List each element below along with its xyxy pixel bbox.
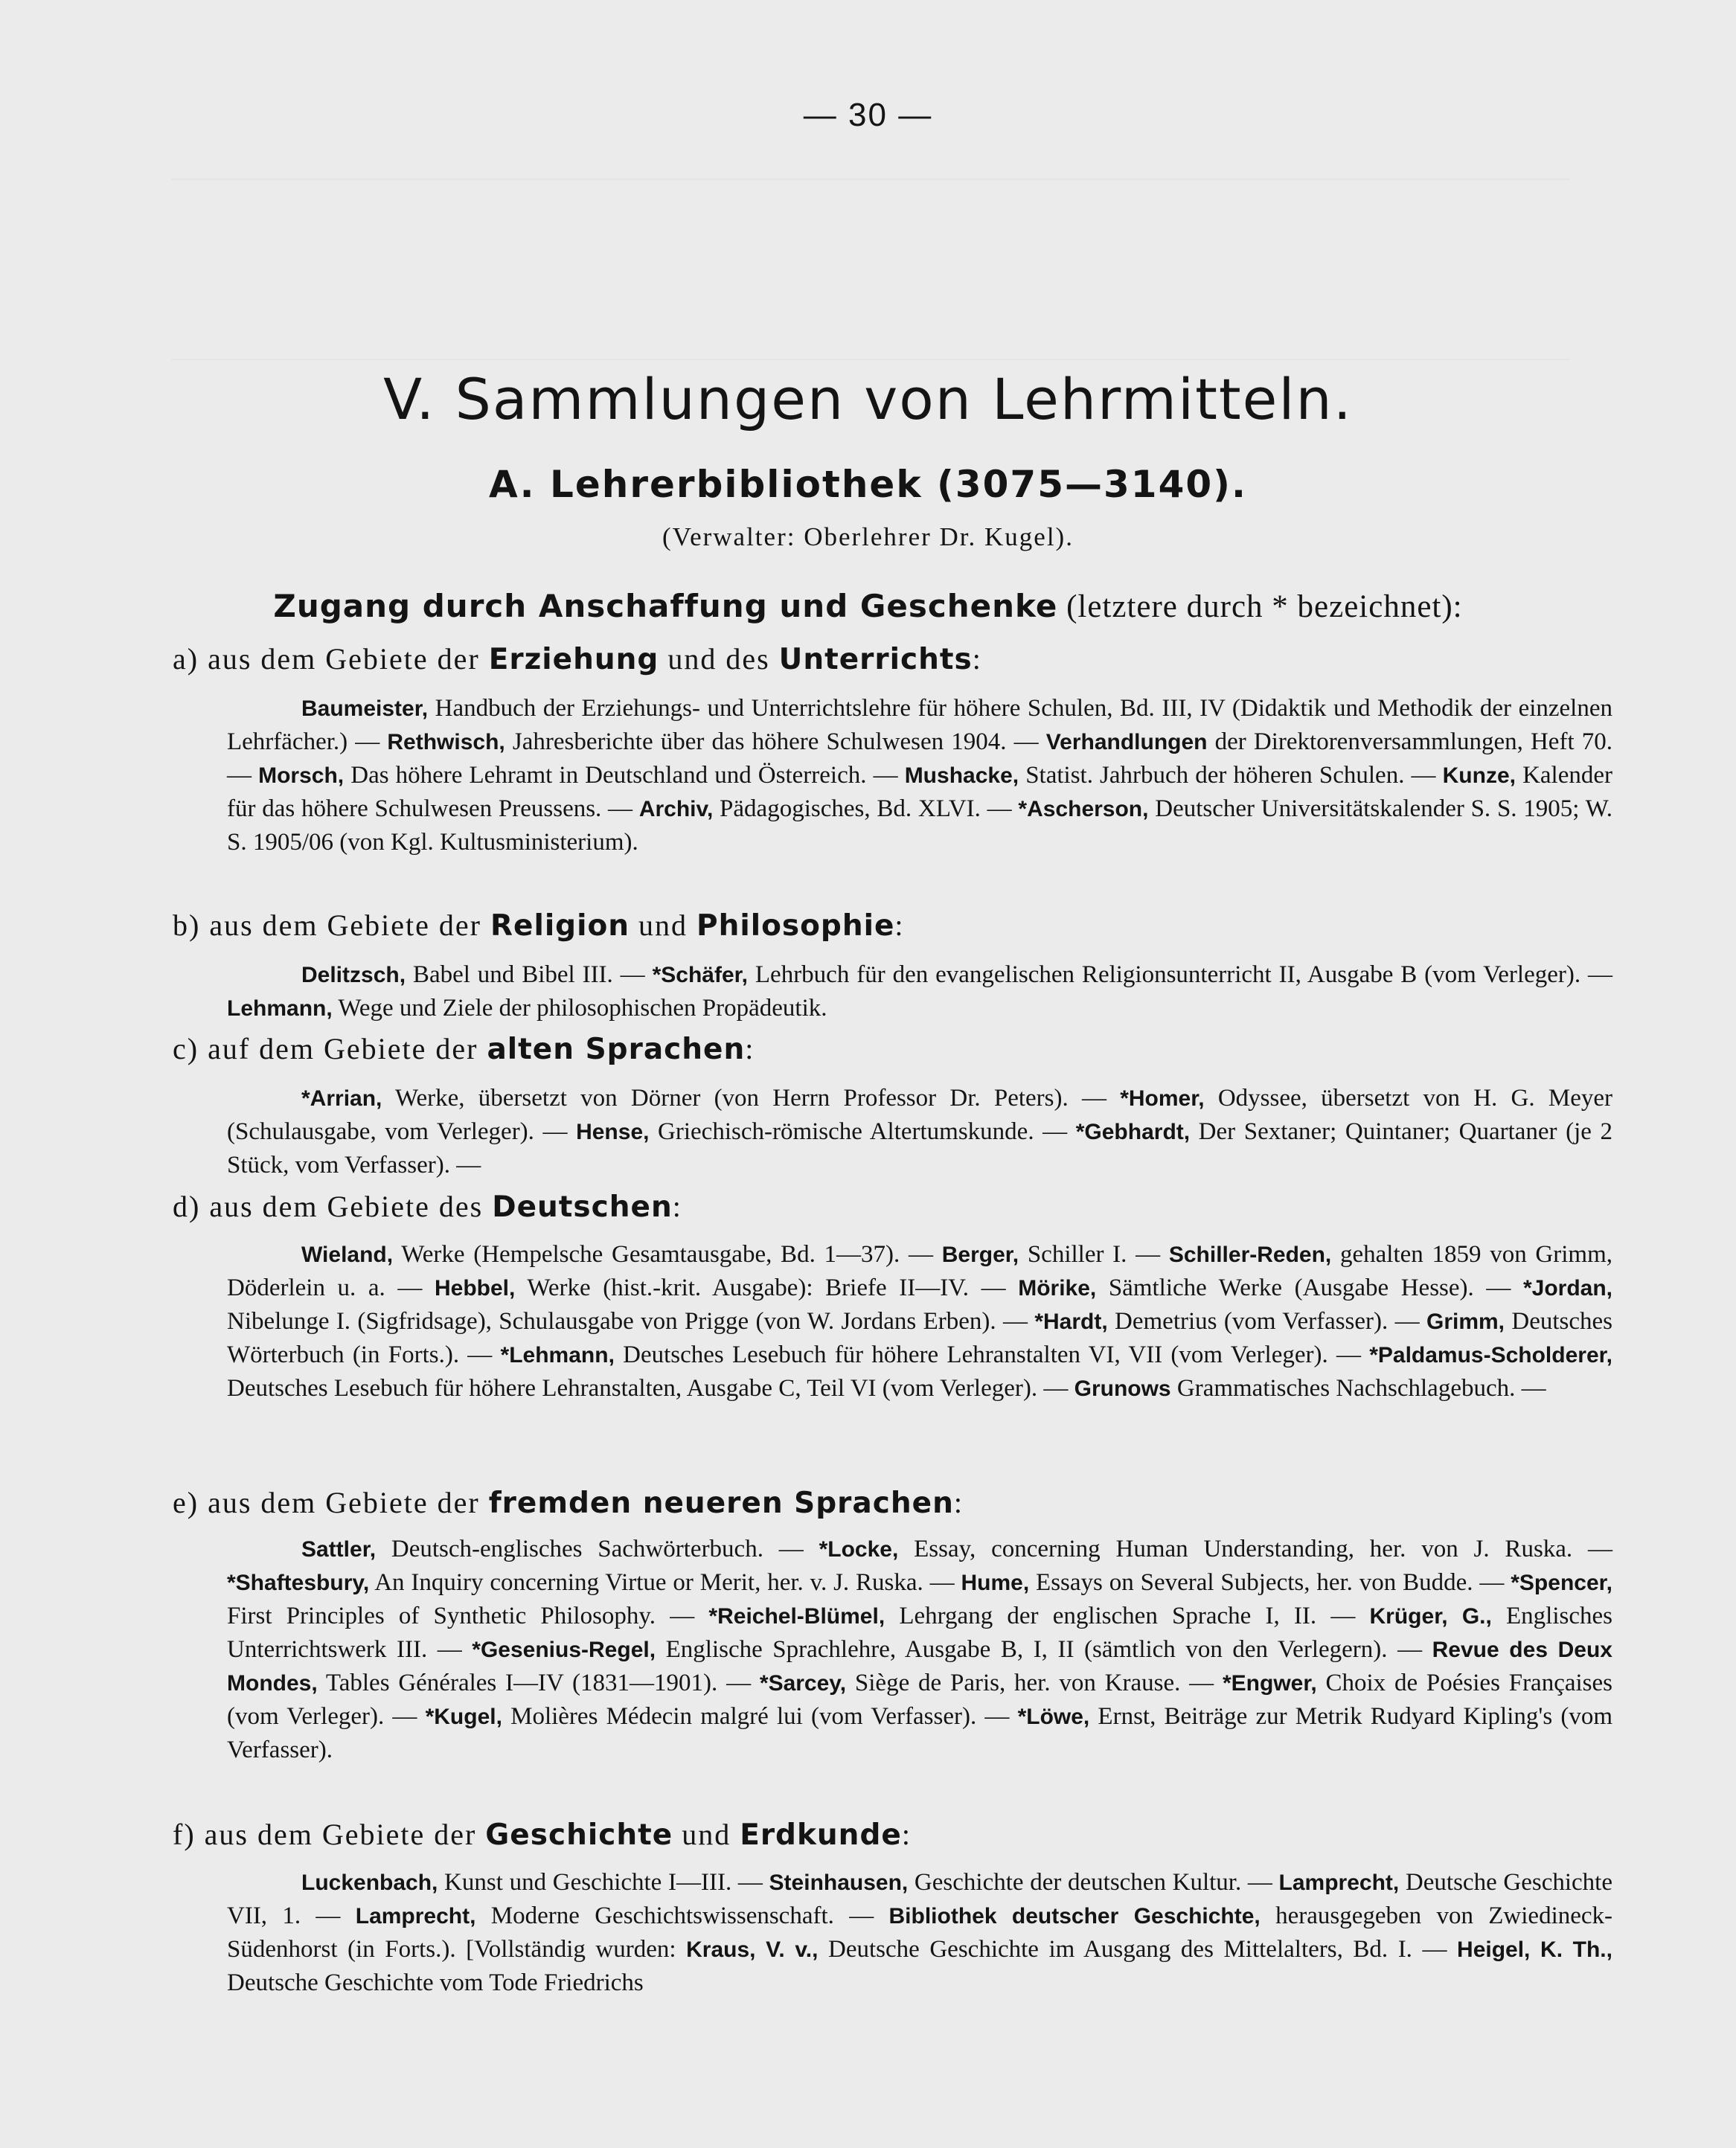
entry-list: [227, 958, 1612, 1025]
entry-text: Lehrbuch für den evangelischen Religionsunterricht II, Ausgabe B (vom Verleger). —: [748, 961, 1612, 988]
entry-text: Kalender für das höhere Schulwesen Preussens. —: [227, 762, 1613, 822]
entry-author: Kunze,: [1442, 763, 1516, 788]
entry-text: Demetrius (vom Verfasser). —: [1107, 1308, 1426, 1335]
entry-text: Essay, concerning Human Understanding, her. von J. Ruska. —: [898, 1536, 1612, 1562]
section-heading-suffix: :: [972, 642, 982, 676]
entry-list: [227, 1238, 1612, 1405]
entry-author: Baumeister,: [301, 696, 429, 721]
entry-text: Schiller I. —: [1019, 1241, 1169, 1268]
entry-author: Grunows: [1074, 1376, 1171, 1401]
entry-author: *Engwer,: [1222, 1671, 1317, 1696]
entry-text: Der Sextaner; Quintaner; Quartaner (je 2 Stück, vom Verfasser). —: [227, 1118, 1612, 1179]
entry-text: Babel und Bibel III. —: [406, 961, 653, 988]
section-heading-connector: und des: [659, 642, 779, 676]
section-heading-c: [173, 1031, 755, 1066]
entry-text: Deutsches Lesebuch für höhere Lehranstalten, Ausgabe C, Teil VI (vom Verleger). —: [227, 1375, 1074, 1402]
entry-author: *Reichel-Blümel,: [708, 1604, 885, 1629]
section-heading-subject: Religion: [490, 909, 630, 943]
entry-author: Hebbel,: [434, 1276, 516, 1301]
entry-text: Odyssee, übersetzt von H. G. Meyer (Schulausgabe, vom Verleger). —: [227, 1085, 1612, 1145]
entry-text: herausgegeben von Zwiedineck-Südenhorst (in Forts.). [Vollständig wurden:: [227, 1902, 1613, 1963]
section-heading-suffix: :: [901, 1818, 912, 1851]
entry-text: Molières Médecin malgré lui (vom Verfasser). —: [502, 1703, 1018, 1730]
entry-text: Griechisch-römische Altertumskunde. —: [649, 1118, 1076, 1145]
entry-author: Krüger, G.,: [1369, 1604, 1492, 1629]
acquisitions-heading: [0, 588, 1736, 625]
section-body-a: [227, 692, 1612, 859]
entry-text: Das höhere Lehramt in Deutschland und Österreich. —: [344, 762, 905, 789]
section-heading-subject: Unterrichts: [778, 643, 973, 676]
entry-text: Jahresberichte über das höhere Schulwesen 1904. —: [505, 728, 1046, 755]
entry-author: *Jordan,: [1522, 1276, 1612, 1301]
entry-author: Mushacke,: [904, 763, 1019, 788]
entry-text: An Inquiry concerning Virtue or Merit, her. v. J. Ruska. —: [369, 1569, 961, 1596]
section-heading-prefix: c) auf dem Gebiete der: [173, 1032, 487, 1065]
entry-text: Moderne Geschichtswissenschaft. —: [475, 1902, 889, 1929]
entry-author: Wieland,: [301, 1243, 394, 1267]
administrator-note: (Verwalter: Oberlehrer Dr. Kugel).: [662, 522, 1074, 551]
section-heading-connector: und: [630, 908, 697, 942]
entry-text: Deutsch-englisches Sachwörterbuch. —: [376, 1536, 819, 1562]
section-heading-d: [173, 1189, 682, 1224]
section-heading-suffix: :: [672, 1190, 682, 1223]
page-number: — 30 —: [803, 97, 933, 133]
entry-text: Grammatisches Nachschlagebuch. —: [1170, 1375, 1546, 1402]
entry-text: First Principles of Synthetic Philosophy. —: [227, 1603, 709, 1629]
entry-author: Steinhausen,: [769, 1870, 909, 1895]
entry-author: Archiv,: [638, 797, 714, 821]
entry-author: Delitzsch,: [301, 963, 406, 987]
entry-list: [227, 1533, 1612, 1766]
entry-author: Morsch,: [258, 763, 345, 788]
entry-author: Lehmann,: [227, 996, 333, 1021]
entry-author: Bibliothek deutscher Geschichte,: [888, 1904, 1261, 1929]
entry-text: Deutsches Wörterbuch (in Forts.). —: [227, 1308, 1612, 1368]
section-heading-b: [173, 908, 905, 943]
entry-text: Werke, übersetzt von Dörner (von Herrn Professor Dr. Peters). —: [382, 1085, 1121, 1112]
section-heading-subject: fremden neueren Sprachen: [488, 1487, 954, 1520]
section-body-d: [227, 1238, 1612, 1405]
entry-text: Lehrgang der englischen Sprache I, II. —: [885, 1603, 1370, 1629]
section-heading-subject: Erziehung: [488, 643, 659, 676]
entry-text: Geschichte der deutschen Kultur. —: [908, 1869, 1279, 1896]
section-body-c: [227, 1082, 1612, 1182]
entry-author: *Ascherson,: [1018, 797, 1149, 821]
entry-text: Choix de Poésies Françaises (vom Verleger). —: [227, 1670, 1612, 1730]
chapter-title: V. Sammlungen von Lehrmitteln.: [383, 366, 1353, 432]
section-body-e: [227, 1533, 1612, 1766]
section-heading-a: [173, 641, 982, 676]
section-heading-prefix: b) aus dem Gebiete der: [173, 908, 490, 942]
entry-author: Hume,: [961, 1571, 1030, 1595]
entry-author: Luckenbach,: [301, 1870, 438, 1895]
section-heading-suffix: :: [745, 1032, 755, 1065]
entry-author: *Schäfer,: [652, 963, 748, 987]
section-heading-connector: und: [673, 1818, 740, 1851]
section-body-f: [227, 1866, 1612, 1999]
section-heading-subject: alten Sprachen: [487, 1033, 746, 1066]
entry-author: *Arrian,: [301, 1086, 382, 1111]
section-heading-suffix: :: [953, 1486, 964, 1519]
entry-author: *Locke,: [819, 1537, 899, 1562]
entry-text: der Direktorenversammlungen, Heft 70. —: [227, 728, 1612, 789]
entry-author: *Gesenius-Regel,: [472, 1638, 656, 1662]
entry-author: Mörike,: [1018, 1276, 1097, 1301]
entry-author: Verhandlungen: [1045, 730, 1208, 754]
entry-author: *Homer,: [1120, 1086, 1205, 1111]
entry-text: Pädagogisches, Bd. XLVI. —: [713, 795, 1019, 822]
section-heading-suffix: :: [894, 908, 905, 942]
section-heading-prefix: e) aus dem Gebiete der: [173, 1486, 489, 1519]
section-heading-f: [173, 1817, 912, 1852]
section-heading-prefix: a) aus dem Gebiete der: [173, 642, 489, 676]
entry-text: Sämtliche Werke (Ausgabe Hesse). —: [1096, 1275, 1523, 1301]
entry-author: Grimm,: [1426, 1309, 1505, 1334]
entry-author: Rethwisch,: [387, 730, 505, 754]
entry-author: *Paldamus-Scholderer,: [1369, 1343, 1612, 1368]
entry-text: Handbuch der Erziehungs- und Unterrichtslehre für höhere Schulen, Bd. III, IV (Didaktik und Methodik der einzelnen Lehrfächer.) —: [227, 695, 1612, 755]
entry-text: gehalten 1859 von Grimm, Döderlein u. a. —: [227, 1241, 1612, 1301]
entry-text: Deutsche Geschichte VII, 1. —: [227, 1869, 1612, 1929]
section-title: A. Lehrerbibliothek (3075—3140).: [488, 463, 1248, 506]
entry-text: Deutsches Lesebuch für höhere Lehranstalten VI, VII (vom Verleger). —: [614, 1341, 1370, 1368]
entry-author: *Gebhardt,: [1075, 1120, 1191, 1144]
entry-text: Deutsche Geschichte vom Tode Friedrichs: [227, 1969, 644, 1996]
entry-author: Revue des Deux Mondes,: [227, 1638, 1612, 1696]
show-through-table-ghost: [171, 179, 1570, 360]
section-heading-subject: Erdkunde: [740, 1818, 902, 1852]
section-heading-subject: Philosophie: [696, 909, 895, 943]
entry-text: Werke (Hempelsche Gesamtausgabe, Bd. 1—37). —: [393, 1241, 942, 1268]
entry-text: Wege und Ziele der philosophischen Propädeutik.: [332, 995, 827, 1022]
entry-text: Essays on Several Subjects, her. von Budde. —: [1029, 1569, 1511, 1596]
entry-list: [227, 692, 1612, 859]
section-heading-prefix: f) aus dem Gebiete der: [173, 1818, 486, 1851]
section-heading-subject: Geschichte: [485, 1818, 673, 1852]
entry-text: Statist. Jahrbuch der höheren Schulen. —: [1019, 762, 1443, 789]
entry-author: Kraus, V. v.,: [686, 1937, 819, 1962]
entry-author: *Löwe,: [1017, 1705, 1090, 1729]
entry-text: Ernst, Beiträge zur Metrik Rudyard Kipling's (vom Verfasser).: [227, 1703, 1613, 1763]
entry-text: Werke (hist.-krit. Ausgabe): Briefe II—IV. —: [515, 1275, 1019, 1301]
entry-author: Schiller-Reden,: [1168, 1243, 1332, 1267]
entry-text: Nibelunge I. (Sigfridsage), Schulausgabe von Prigge (von W. Jordans Erben). —: [227, 1308, 1035, 1335]
entry-author: *Lehmann,: [500, 1343, 615, 1368]
entry-text: Siège de Paris, her. von Krause. —: [846, 1670, 1223, 1696]
entry-text: Englisches Unterrichtswerk III. —: [227, 1603, 1612, 1663]
entry-author: Berger,: [941, 1243, 1019, 1267]
entry-text: Englische Sprachlehre, Ausgabe B, I, II (sämtlich von den Verlegern). —: [656, 1636, 1432, 1663]
entry-text: Deutscher Universitätskalender S. S. 1905; W. S. 1905/06 (von Kgl. Kultusministerium).: [227, 795, 1612, 856]
entry-author: Lamprecht,: [1278, 1870, 1400, 1895]
section-body-b: [227, 958, 1612, 1025]
entry-author: *Sarcey,: [759, 1671, 847, 1696]
section-heading-subject: Deutschen: [492, 1190, 673, 1224]
entry-text: Deutsche Geschichte im Ausgang des Mittelalters, Bd. I. —: [818, 1936, 1458, 1963]
section-heading-prefix: d) aus dem Gebiete des: [173, 1190, 493, 1223]
entry-list: [227, 1082, 1612, 1182]
section-heading-e: [173, 1485, 964, 1520]
entry-author: *Kugel,: [425, 1705, 502, 1729]
entry-author: Hense,: [576, 1120, 650, 1144]
acquisitions-heading-bold: Zugang durch Anschaffung und Geschenke: [273, 588, 1058, 624]
entry-author: Lamprecht,: [355, 1904, 476, 1929]
entry-author: Sattler,: [301, 1537, 377, 1562]
entry-text: Tables Générales I—IV (1831—1901). —: [317, 1670, 760, 1696]
entry-author: *Spencer,: [1511, 1571, 1612, 1595]
entry-text: Kunst und Geschichte I—III. —: [438, 1869, 769, 1896]
entry-author: *Hardt,: [1034, 1309, 1108, 1334]
entry-author: *Shaftesbury,: [227, 1571, 370, 1595]
entry-author: Heigel, K. Th.,: [1457, 1937, 1612, 1962]
acquisitions-heading-rest: (letztere durch * bezeichnet):: [1057, 589, 1463, 624]
entry-list: [227, 1866, 1612, 1999]
